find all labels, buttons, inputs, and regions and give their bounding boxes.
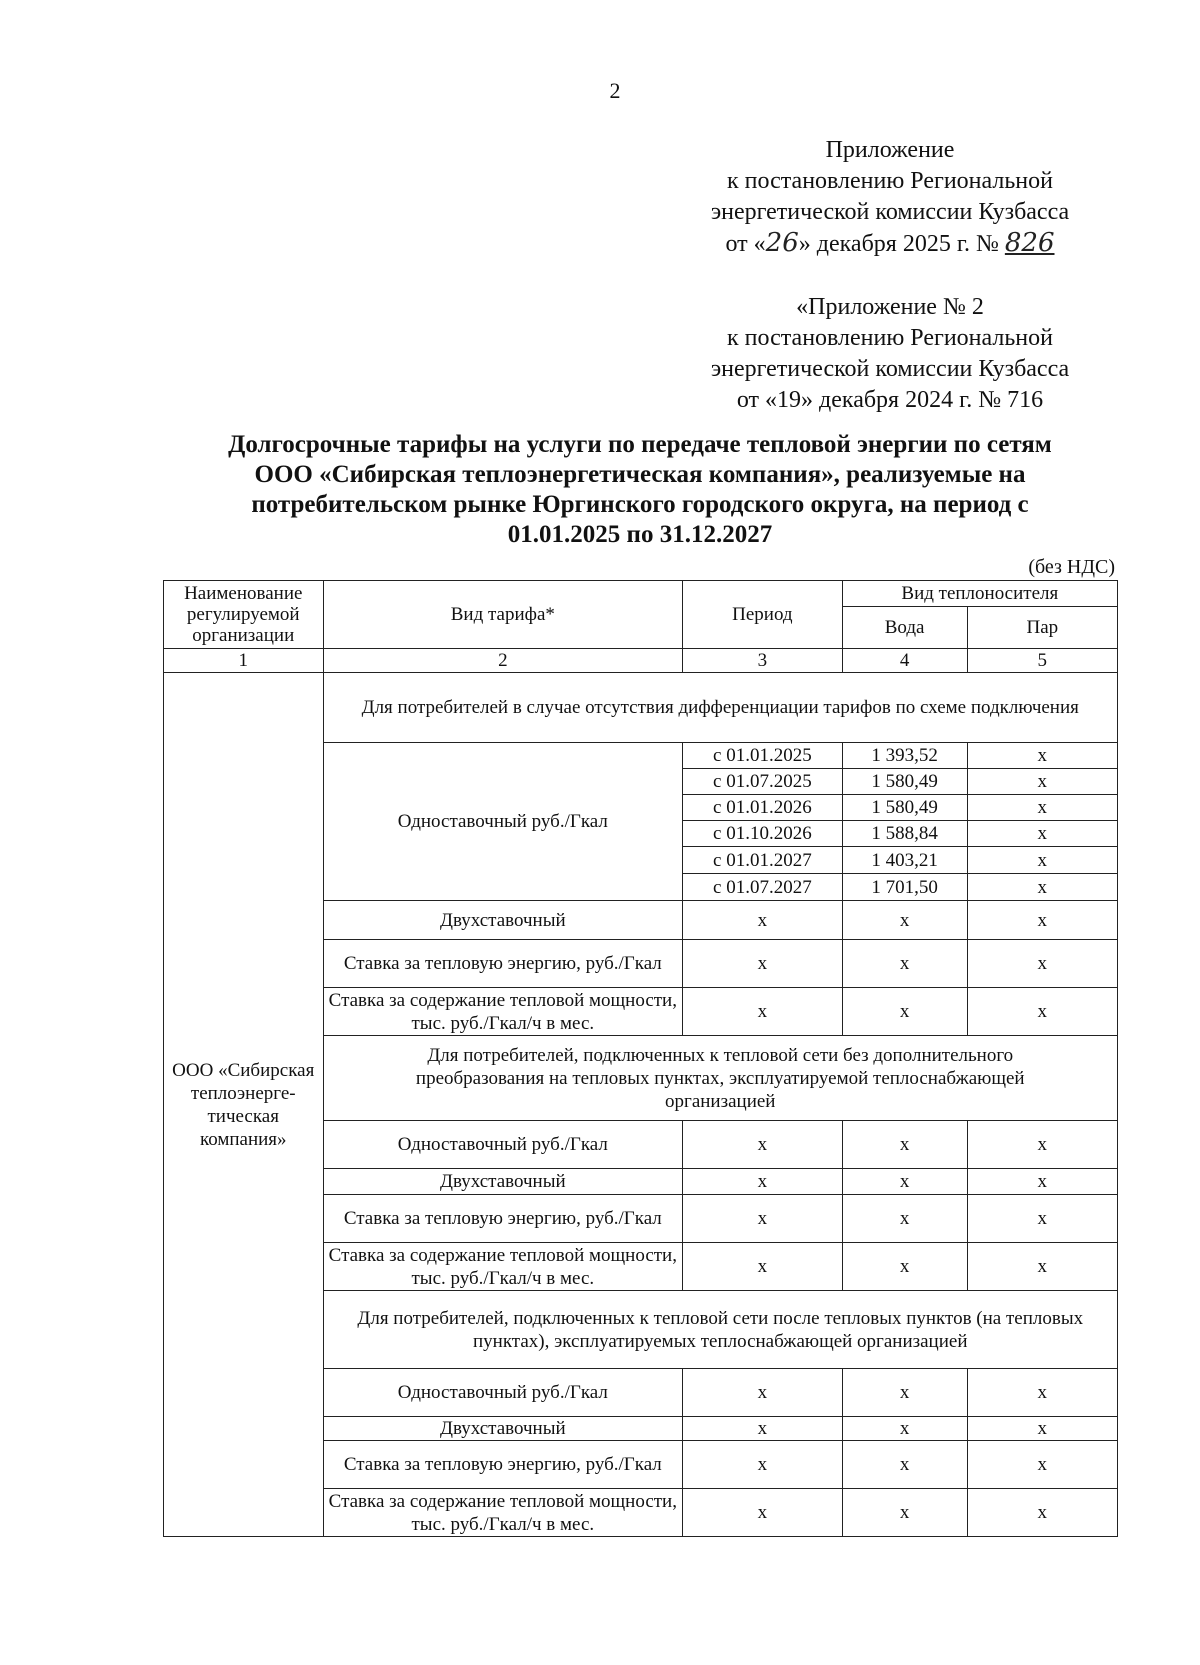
energy-rate-label: Ставка за тепловую энергию, руб./Гкал xyxy=(323,1441,683,1489)
header-carrier: Вид теплоносителя xyxy=(842,581,1117,607)
annex-line: к постановлению Региональной xyxy=(727,325,1053,351)
water-value: 1 393,52 xyxy=(842,743,967,769)
handwritten-number: 826 xyxy=(1004,228,1055,258)
annex-title: «Приложение № 2 xyxy=(796,294,984,320)
vat-note: (без НДС) xyxy=(1028,556,1115,578)
period-cell: с 01.07.2025 xyxy=(683,769,843,795)
x-cell: x xyxy=(842,901,967,940)
x-cell: x xyxy=(683,940,843,988)
x-cell: x xyxy=(683,1489,843,1537)
single-rate-label: Одноставочный руб./Гкал xyxy=(323,1369,683,1417)
capacity-rate-label: Ставка за содержание тепловой мощности, тыс. руб./Гкал/ч в мес. xyxy=(323,1489,683,1537)
annex-date-line xyxy=(660,228,1120,260)
period-cell: с 01.01.2025 xyxy=(683,743,843,769)
column-number: 4 xyxy=(842,649,967,673)
x-cell: x xyxy=(683,901,843,940)
column-number: 1 xyxy=(164,649,324,673)
water-value: 1 701,50 xyxy=(842,874,967,901)
header-water: Вода xyxy=(842,607,967,649)
header-steam: Пар xyxy=(967,607,1117,649)
period-cell: с 01.10.2026 xyxy=(683,821,843,847)
steam-value: x xyxy=(967,821,1117,847)
document-title xyxy=(160,430,1120,550)
section-caption: Для потребителей, подключенных к тепловой сети после тепловых пунктов (на тепловых пунктах), эксплуатируемых теплоснабжающей организацией xyxy=(323,1291,1118,1369)
annex-title: Приложение xyxy=(825,137,955,163)
x-cell: x xyxy=(842,1441,967,1489)
period-cell: с 01.01.2026 xyxy=(683,795,843,821)
annex-line: от «19» декабря 2024 г. № 716 xyxy=(736,387,1044,413)
steam-value: x xyxy=(967,847,1117,874)
x-cell: x xyxy=(842,940,967,988)
header-tariff-type: Вид тарифа* xyxy=(323,581,683,649)
x-cell: x xyxy=(683,1169,843,1195)
title-line: потребительском рынке Юргинского городского округа, на период с xyxy=(251,491,1029,518)
annex-date-prefix: от « xyxy=(725,231,766,257)
period-cell: с 01.07.2027 xyxy=(683,874,843,901)
column-number: 5 xyxy=(967,649,1117,673)
x-cell: x xyxy=(842,1369,967,1417)
annex-header-current xyxy=(660,135,1120,260)
capacity-rate-label: Ставка за содержание тепловой мощности, тыс. руб./Гкал/ч в мес. xyxy=(323,988,683,1036)
x-cell: x xyxy=(967,1243,1117,1291)
annex-date-middle: » декабря 2025 г. № xyxy=(798,231,1005,257)
period-cell: с 01.01.2027 xyxy=(683,847,843,874)
x-cell: x xyxy=(842,1243,967,1291)
annex-line: к постановлению Региональной xyxy=(727,168,1053,194)
header-org: Наименование регулируемой организации xyxy=(164,581,324,649)
annex-line: энергетической комиссии Кузбасса xyxy=(710,199,1070,225)
x-cell: x xyxy=(683,1369,843,1417)
water-value: 1 580,49 xyxy=(842,795,967,821)
x-cell: x xyxy=(967,1369,1117,1417)
x-cell: x xyxy=(683,1121,843,1169)
x-cell: x xyxy=(842,1195,967,1243)
tariff-table xyxy=(163,580,1118,1537)
page-number: 2 xyxy=(609,78,621,103)
section-caption: Для потребителей в случае отсутствия дифференциации тарифов по схеме подключения xyxy=(323,673,1118,743)
x-cell: x xyxy=(842,1121,967,1169)
two-rate-label: Двухставочный xyxy=(323,901,683,940)
two-rate-label: Двухставочный xyxy=(323,1169,683,1195)
column-number: 2 xyxy=(323,649,683,673)
title-line: ООО «Сибирская теплоэнергетическая компания», реализуемые на xyxy=(254,461,1026,488)
x-cell: x xyxy=(967,1121,1117,1169)
x-cell: x xyxy=(967,1441,1117,1489)
x-cell: x xyxy=(842,1417,967,1441)
steam-value: x xyxy=(967,795,1117,821)
capacity-rate-label: Ставка за содержание тепловой мощности, тыс. руб./Гкал/ч в мес. xyxy=(323,1243,683,1291)
annex-header-previous xyxy=(660,292,1120,416)
two-rate-label: Двухставочный xyxy=(323,1417,683,1441)
title-line: Долгосрочные тарифы на услуги по передаче тепловой энергии по сетям xyxy=(228,431,1052,458)
single-rate-label: Одноставочный руб./Гкал xyxy=(323,1121,683,1169)
x-cell: x xyxy=(842,1169,967,1195)
x-cell: x xyxy=(842,988,967,1036)
water-value: 1 403,21 xyxy=(842,847,967,874)
steam-value: x xyxy=(967,743,1117,769)
steam-value: x xyxy=(967,874,1117,901)
x-cell: x xyxy=(683,1417,843,1441)
energy-rate-label: Ставка за тепловую энергию, руб./Гкал xyxy=(323,940,683,988)
steam-value: x xyxy=(967,769,1117,795)
x-cell: x xyxy=(842,1489,967,1537)
x-cell: x xyxy=(683,988,843,1036)
section-caption: Для потребителей, подключенных к тепловой сети без дополнительного преобразования на тепловых пунктах, эксплуатируемой теплоснабжающей организацией xyxy=(323,1036,1118,1121)
x-cell: x xyxy=(967,901,1117,940)
header-period: Период xyxy=(683,581,843,649)
column-number: 3 xyxy=(683,649,843,673)
x-cell: x xyxy=(967,940,1117,988)
x-cell: x xyxy=(683,1195,843,1243)
water-value: 1 580,49 xyxy=(842,769,967,795)
x-cell: x xyxy=(683,1441,843,1489)
water-value: 1 588,84 xyxy=(842,821,967,847)
organization-name: ООО «Сибирская теплоэнерге-тическая компания» xyxy=(164,673,324,1537)
x-cell: x xyxy=(967,1195,1117,1243)
x-cell: x xyxy=(967,988,1117,1036)
energy-rate-label: Ставка за тепловую энергию, руб./Гкал xyxy=(323,1195,683,1243)
annex-line: энергетической комиссии Кузбасса xyxy=(710,356,1070,382)
x-cell: x xyxy=(683,1243,843,1291)
title-line: 01.01.2025 по 31.12.2027 xyxy=(507,521,773,548)
handwritten-day: 26 xyxy=(765,228,799,258)
single-rate-label: Одноставочный руб./Гкал xyxy=(323,743,683,901)
x-cell: x xyxy=(967,1417,1117,1441)
x-cell: x xyxy=(967,1489,1117,1537)
x-cell: x xyxy=(967,1169,1117,1195)
